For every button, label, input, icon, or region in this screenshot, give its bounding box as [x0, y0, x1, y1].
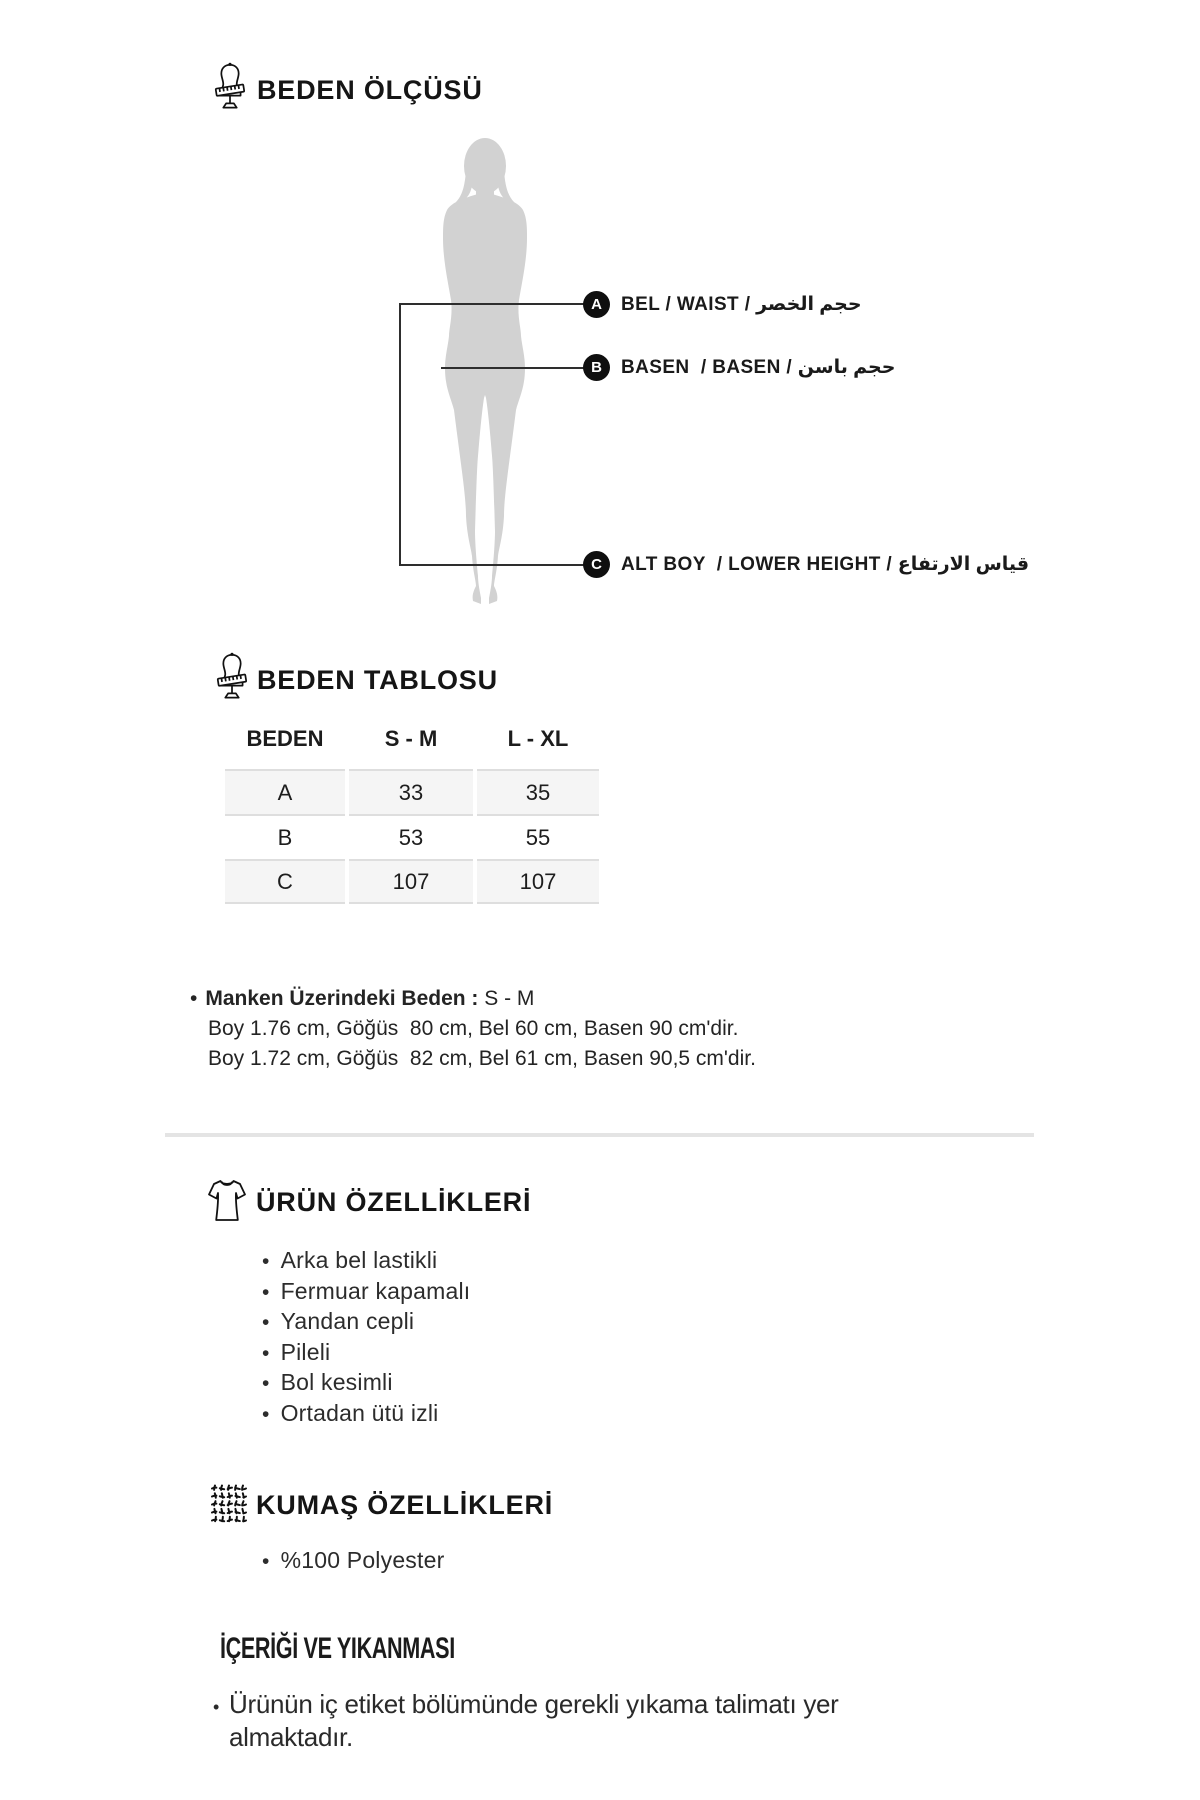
bullet-dot: •: [262, 1550, 270, 1573]
bullet-dot: •: [213, 1697, 220, 1717]
bullet-dot: •: [262, 1341, 270, 1365]
dress-form-icon: [213, 62, 247, 112]
model-size-value: S - M: [478, 987, 535, 1010]
marker-letter-c: C: [591, 556, 602, 573]
model-size-note: [190, 985, 534, 1013]
feature-text: Fermuar kapamalı: [280, 1277, 471, 1304]
model-detail-line: Boy 1.72 cm, Göğüs 82 cm, Bel 61 cm, Basen 90,5 cm'dir.: [208, 1047, 756, 1070]
size-table-header-row: [225, 726, 599, 752]
marker-badge-a: [583, 291, 610, 318]
fabric-icon: [209, 1482, 249, 1525]
fabric-features-title: KUMAŞ ÖZELLİKLERİ: [256, 1490, 554, 1520]
cell-value: 107: [477, 859, 599, 904]
row-label: B: [225, 814, 345, 859]
hip-label: BASEN / BASEN / حجم باسن: [621, 357, 896, 378]
waist-measure-line: [399, 303, 584, 305]
row-label: A: [225, 769, 345, 814]
row-label: C: [225, 859, 345, 904]
tshirt-icon: [207, 1178, 247, 1223]
table-row: [225, 814, 599, 859]
care-text: Ürünün iç etiket bölümünde gerekli yıkama talimatı yer almaktadır.: [229, 1689, 839, 1752]
product-features-list: [262, 1246, 470, 1429]
table-row: [225, 769, 599, 814]
cell-value: 35: [477, 769, 599, 814]
care-note: [213, 1688, 919, 1754]
bullet-dot: •: [262, 1402, 270, 1426]
bullet-dot: •: [190, 987, 198, 1010]
lower-height-label: ALT BOY / LOWER HEIGHT / قياس الارتفاع: [621, 554, 1030, 575]
marker-badge-c: [583, 551, 610, 578]
cell-value: 53: [349, 814, 473, 859]
feature-text: Yandan cepli: [280, 1308, 415, 1334]
list-item: [262, 1399, 470, 1430]
bullet-dot: •: [262, 1372, 270, 1395]
care-title: İÇERİĞİ VE YIKANMASI: [220, 1632, 455, 1665]
size-table-header: BEDEN: [246, 726, 324, 751]
size-table-header: S - M: [384, 726, 438, 751]
list-item: [262, 1338, 470, 1369]
feature-text: Ortadan ütü izli: [280, 1399, 439, 1426]
product-features-title: ÜRÜN ÖZELLİKLERİ: [256, 1187, 532, 1217]
size-measure-title: BEDEN ÖLÇÜSÜ: [257, 75, 483, 105]
model-detail-line: Boy 1.76 cm, Göğüs 80 cm, Bel 60 cm, Basen 90 cm'dir.: [208, 1017, 739, 1040]
section-divider: [165, 1133, 1034, 1137]
list-item: [262, 1277, 470, 1308]
hip-measure-line: [441, 367, 584, 369]
model-size-label: Manken Üzerindeki Beden :: [205, 987, 479, 1010]
list-item: [262, 1546, 444, 1577]
cell-value: 55: [477, 814, 599, 859]
measure-bracket-vertical-line: [399, 303, 401, 566]
feature-text: Pileli: [280, 1338, 331, 1365]
cell-value: 33: [349, 769, 473, 814]
marker-badge-b: [583, 354, 610, 381]
table-row: [225, 859, 599, 904]
feature-text: Bol kesimli: [280, 1369, 393, 1395]
cell-value: 107: [349, 859, 473, 904]
list-item: [262, 1307, 470, 1338]
size-table-header: L - XL: [507, 726, 569, 751]
marker-letter-a: A: [591, 296, 602, 313]
size-table: [225, 726, 599, 904]
list-item: [262, 1368, 470, 1399]
size-table-title: BEDEN TABLOSU: [257, 665, 498, 695]
bullet-dot: •: [262, 1250, 270, 1273]
dress-form-icon: [215, 652, 249, 702]
lower-height-measure-line: [399, 564, 584, 566]
feature-text: Arka bel lastikli: [280, 1247, 438, 1273]
bullet-dot: •: [262, 1280, 270, 1304]
list-item: [262, 1246, 470, 1277]
marker-letter-b: B: [591, 359, 602, 376]
waist-label: BEL / WAIST / حجم الخصر: [621, 294, 862, 315]
fabric-text: %100 Polyester: [280, 1547, 445, 1573]
fabric-features-list: [262, 1546, 444, 1577]
bullet-dot: •: [262, 1311, 270, 1334]
female-body-silhouette: [410, 136, 560, 606]
